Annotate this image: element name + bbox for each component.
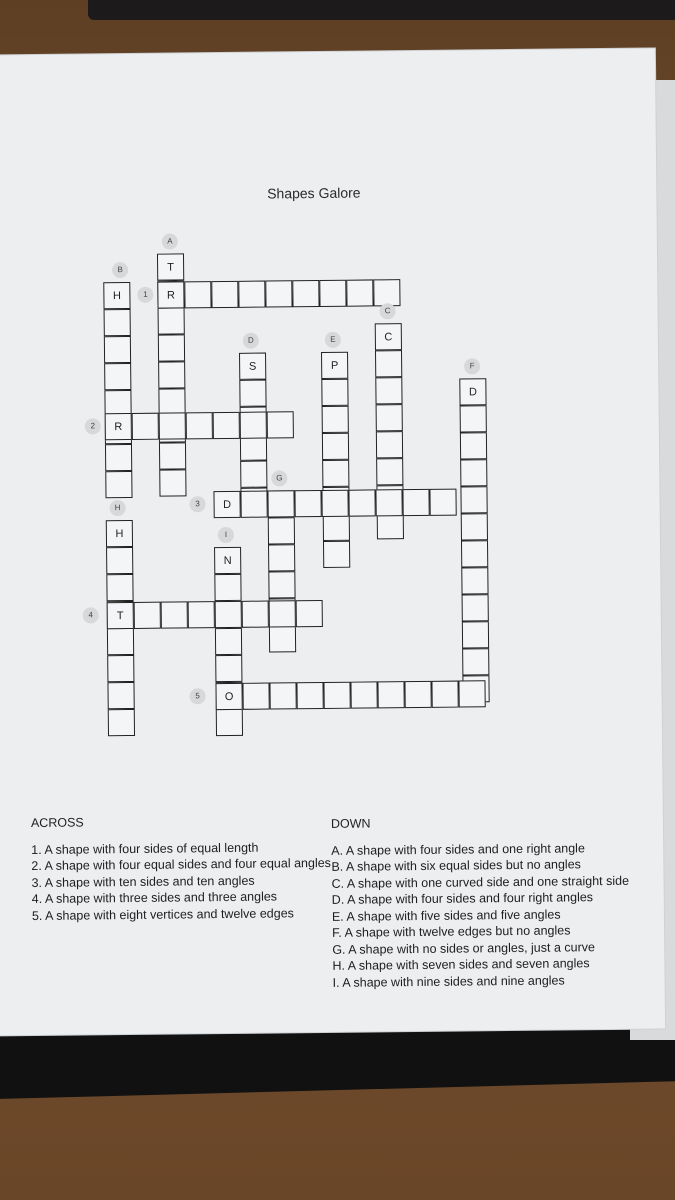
grid-cell[interactable] — [211, 281, 238, 308]
grid-cell[interactable] — [321, 379, 348, 406]
grid-cell[interactable] — [429, 489, 456, 516]
grid-cell[interactable] — [323, 682, 350, 709]
across-clue: 4. A shape with three sides and three angles — [31, 889, 278, 907]
clue-number-badge: H — [110, 500, 126, 516]
grid-cell[interactable] — [105, 471, 132, 498]
clue-number-badge: 3 — [190, 496, 206, 512]
grid-cell[interactable] — [460, 405, 487, 432]
grid-cell[interactable] — [376, 458, 403, 485]
grid-cell[interactable] — [375, 489, 402, 516]
grid-cell[interactable] — [106, 547, 133, 574]
grid-cell[interactable] — [215, 628, 242, 655]
grid-cell[interactable] — [462, 621, 489, 648]
grid-cell[interactable] — [462, 648, 489, 675]
grid-cell[interactable] — [376, 404, 403, 431]
grid-cell[interactable] — [107, 682, 134, 709]
grid-cell[interactable] — [159, 442, 186, 469]
grid-cell[interactable] — [213, 412, 240, 439]
grid-cell[interactable] — [215, 601, 242, 628]
grid-cell[interactable] — [377, 681, 404, 708]
grid-cell[interactable] — [267, 490, 294, 517]
grid-cell[interactable] — [269, 682, 296, 709]
down-heading: DOWN — [330, 816, 371, 831]
grid-cell[interactable] — [104, 309, 131, 336]
grid-cell[interactable] — [265, 280, 292, 307]
grid-cell[interactable] — [460, 486, 487, 513]
grid-cell[interactable]: H — [106, 520, 133, 547]
grid-cell[interactable] — [104, 363, 131, 390]
grid-cell[interactable] — [323, 514, 350, 541]
clue-number-badge: G — [271, 470, 287, 486]
grid-cell[interactable] — [461, 513, 488, 540]
device-edge — [88, 0, 675, 20]
grid-cell[interactable] — [458, 680, 485, 707]
across-clue: 2. A shape with four equal sides and four equal angles — [31, 855, 331, 874]
down-clues — [331, 813, 633, 991]
grid-cell[interactable] — [214, 574, 241, 601]
clue-number-badge: 1 — [137, 287, 153, 303]
grid-cell[interactable]: D — [459, 378, 486, 405]
down-clue: D. A shape with four sides and four right angles — [331, 890, 594, 907]
grid-cell[interactable] — [108, 709, 135, 736]
across-clue: 3. A shape with ten sides and ten angles — [31, 873, 255, 890]
grid-cell[interactable]: N — [214, 547, 241, 574]
across-clue: 5. A shape with eight vertices and twelve edges — [31, 905, 294, 923]
worksheet-page — [0, 48, 665, 1035]
grid-cell[interactable] — [296, 600, 323, 627]
crossword-grid — [0, 49, 658, 816]
across-clue: 1. A shape with four sides of equal length — [31, 840, 259, 857]
grid-cell[interactable]: O — [215, 683, 242, 710]
grid-cell[interactable] — [158, 307, 185, 334]
grid-cell[interactable] — [461, 540, 488, 567]
clue-number-badge: D — [243, 333, 259, 349]
grid-cell[interactable] — [107, 655, 134, 682]
grid-cell[interactable] — [431, 681, 458, 708]
down-clue: B. A shape with six equal sides but no angles — [331, 857, 581, 874]
down-clue: I. A shape with nine sides and nine angles — [332, 972, 565, 990]
clue-number-badge: I — [218, 527, 234, 543]
grid-cell[interactable] — [350, 681, 377, 708]
clue-number-badge: 2 — [85, 418, 101, 434]
grid-cell[interactable]: P — [321, 352, 348, 379]
grid-cell[interactable] — [461, 567, 488, 594]
grid-cell[interactable] — [322, 460, 349, 487]
grid-cell[interactable] — [188, 601, 215, 628]
grid-cell[interactable] — [375, 350, 402, 377]
down-clue: C. A shape with one curved side and one straight side — [331, 873, 630, 891]
grid-cell[interactable] — [242, 683, 269, 710]
grid-cell[interactable]: R — [105, 413, 132, 440]
grid-cell[interactable] — [268, 544, 295, 571]
grid-cell[interactable] — [159, 412, 186, 439]
grid-cell[interactable] — [346, 279, 373, 306]
grid-cell[interactable] — [105, 444, 132, 471]
grid-cell[interactable] — [348, 489, 375, 516]
grid-cell[interactable]: T — [157, 253, 184, 280]
grid-cell[interactable] — [242, 601, 269, 628]
grid-cell[interactable] — [240, 412, 267, 439]
clue-number-badge: F — [464, 358, 480, 374]
down-clue: H. A shape with seven sides and seven angles — [332, 956, 590, 973]
grid-cell[interactable] — [269, 625, 296, 652]
down-clue: F. A shape with twelve edges but no angles — [332, 923, 571, 940]
grid-cell[interactable] — [239, 380, 266, 407]
grid-cell[interactable] — [186, 412, 213, 439]
across-heading: ACROSS — [30, 815, 84, 831]
grid-cell[interactable]: T — [107, 602, 134, 629]
grid-cell[interactable]: C — [375, 323, 402, 350]
down-clue: A. A shape with four sides and one right angle — [331, 840, 585, 858]
clue-number-badge: B — [112, 262, 128, 278]
clue-number-badge: A — [162, 233, 178, 249]
grid-cell[interactable] — [321, 490, 348, 517]
clue-number-badge: 4 — [83, 607, 99, 623]
grid-cell[interactable] — [106, 574, 133, 601]
down-clue: E. A shape with five sides and five angles — [331, 907, 561, 924]
grid-cell[interactable] — [268, 517, 295, 544]
grid-cell[interactable] — [240, 461, 267, 488]
grid-cell[interactable] — [158, 361, 185, 388]
grid-cell[interactable] — [268, 571, 295, 598]
grid-cell[interactable] — [296, 682, 323, 709]
grid-cell[interactable] — [269, 600, 296, 627]
grid-cell[interactable] — [376, 431, 403, 458]
grid-cell[interactable] — [460, 432, 487, 459]
clue-number-badge: E — [325, 332, 341, 348]
grid-cell[interactable] — [267, 411, 294, 438]
grid-cell[interactable] — [159, 469, 186, 496]
grid-cell[interactable] — [161, 601, 188, 628]
down-clue: G. A shape with no sides or angles, just a curve — [332, 939, 595, 957]
grid-cell[interactable]: H — [103, 282, 130, 309]
grid-cell[interactable] — [134, 602, 161, 629]
across-clues — [31, 812, 332, 924]
clue-number-badge: 5 — [190, 688, 206, 704]
grid-cell[interactable] — [158, 334, 185, 361]
grid-cell[interactable] — [107, 628, 134, 655]
page-title: Shapes Galore — [267, 184, 361, 202]
grid-cell[interactable] — [184, 281, 211, 308]
grid-cell[interactable] — [292, 280, 319, 307]
grid-cell[interactable] — [294, 490, 321, 517]
grid-cell[interactable] — [462, 594, 489, 621]
grid-cell[interactable] — [375, 377, 402, 404]
grid-cell[interactable] — [322, 406, 349, 433]
grid-cell[interactable] — [215, 655, 242, 682]
grid-cell[interactable] — [322, 433, 349, 460]
grid-cell[interactable] — [216, 709, 243, 736]
grid-cell[interactable] — [238, 281, 265, 308]
grid-cell[interactable] — [104, 336, 131, 363]
grid-cell[interactable] — [319, 280, 346, 307]
grid-cell[interactable] — [402, 489, 429, 516]
grid-cell[interactable] — [404, 681, 431, 708]
grid-cell[interactable]: R — [157, 281, 184, 308]
grid-cell[interactable] — [132, 413, 159, 440]
grid-cell[interactable]: S — [239, 353, 266, 380]
clue-number-badge: C — [380, 303, 396, 319]
grid-cell[interactable] — [240, 491, 267, 518]
grid-cell[interactable]: D — [213, 491, 240, 518]
grid-cell[interactable] — [323, 541, 350, 568]
grid-cell[interactable] — [460, 459, 487, 486]
